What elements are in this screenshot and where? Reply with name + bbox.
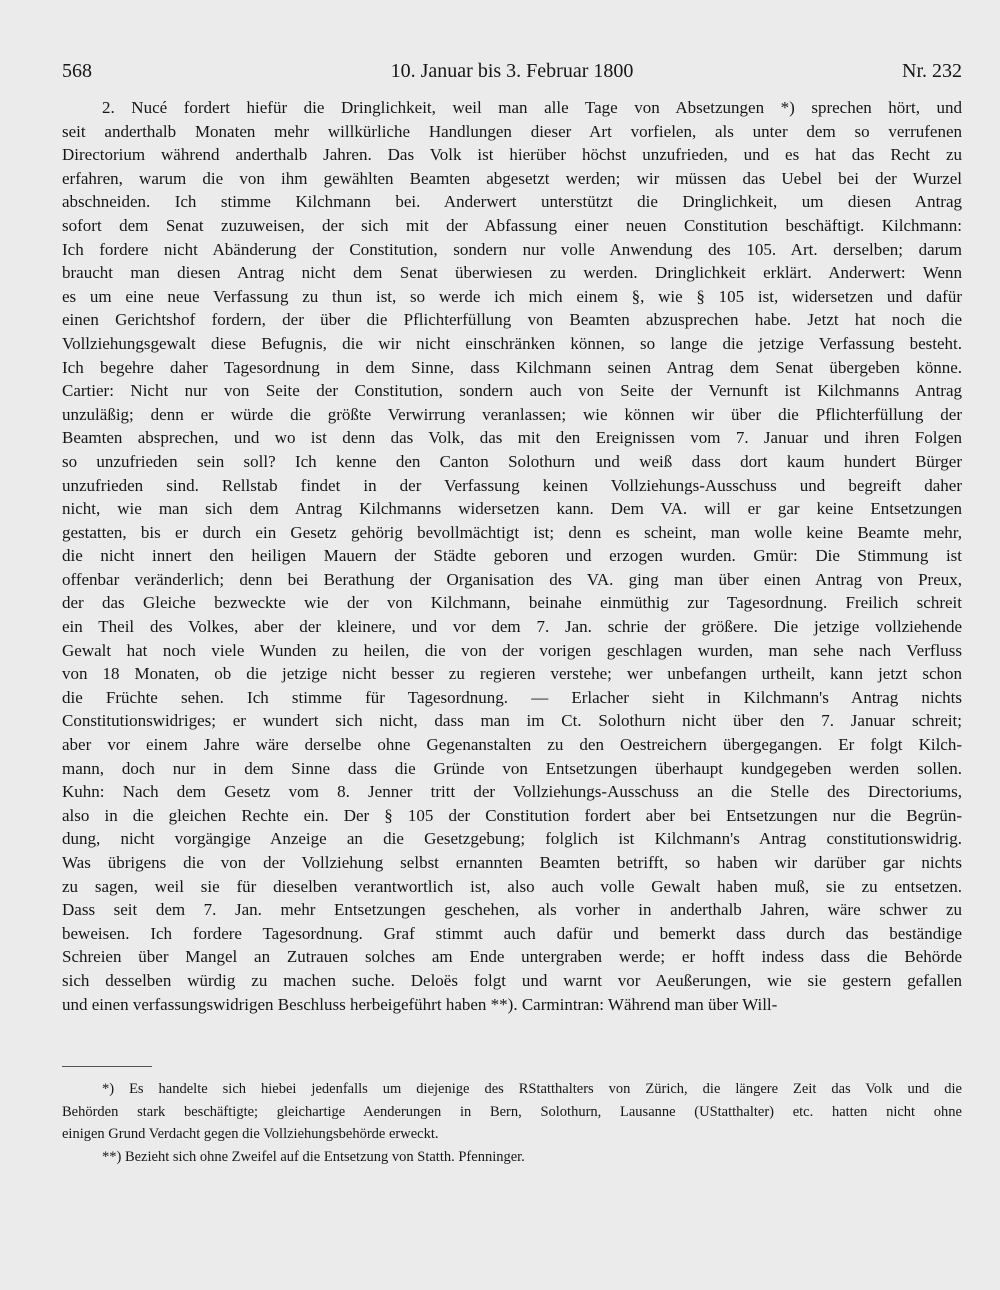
text-line: erfahren, warum die von ihm gewählten Beamten abgesetzt werden; wir müssen das Uebel bei der Wurzel bbox=[62, 168, 962, 188]
text-line: braucht man diesen Antrag nicht dem Senat überwiesen zu werden. Dringlichkeit erklärt. Anderwert: Wenn bbox=[62, 263, 962, 283]
text-line: offenbar veränderlich; denn bei Berathung der Organisation des VA. ging man über einen Antrag von Preux, bbox=[62, 569, 962, 589]
text-line: einen Gerichtshof fordern, der über die Pflichterfüllung von Beamten abzusprechen habe. Jetzt hat noch die bbox=[62, 310, 962, 330]
text-line: unzufrieden sind. Rellstab findet in der Verfassung keinen Vollziehungs-Ausschuss und begreift daher bbox=[62, 475, 962, 495]
running-title: 10. Januar bis 3. Februar 1800 bbox=[390, 60, 634, 82]
text-line: also in die gleichen Rechte ein. Der § 105 der Constitution fordert aber bei Entsetzungen nur die Begrün- bbox=[62, 805, 962, 825]
page-number: 568 bbox=[62, 60, 92, 82]
text-line: Beamten absprechen, und wo ist denn das Volk, das mit den Ereignissen vom 7. Januar und ihren Folgen bbox=[62, 428, 962, 448]
body-text bbox=[62, 96, 962, 1016]
text-line: dung, nicht vorgängige Anzeige an die Gesetzgebung; folglich ist Kilchmann's Antrag constitutionswidrig. bbox=[62, 829, 962, 849]
text-line: aber vor einem Jahre wäre derselbe ohne Gegenanstalten zu den Oestreichern übergegangen. Er folgt Kilch- bbox=[62, 735, 962, 755]
text-line: 2. Nucé fordert hiefür die Dringlichkeit, weil man alle Tage von Absetzungen *) sprechen hört, und bbox=[102, 98, 962, 117]
text-line: nicht, wie man sich dem Antrag Kilchmanns widersetzen kann. Dem VA. will er gar keine Entsetzungen bbox=[62, 499, 962, 519]
text-line: mann, doch nur in dem Sinne dass die Gründe von Entsetzungen überhaupt kundgegeben werden sollen. bbox=[62, 758, 962, 778]
footnote-line: **) Bezieht sich ohne Zweifel auf die Entsetzung von Statth. Pfenninger. bbox=[102, 1148, 525, 1165]
text-line: beweisen. Ich fordere Tagesordnung. Graf stimmt auch dafür und bemerkt dass durch das beständige bbox=[62, 923, 962, 943]
text-line: Was übrigens die von der Vollziehung selbst ernannten Beamten betrifft, so haben wir darüber gar nichts bbox=[62, 853, 962, 872]
text-line: gestatten, bis er durch ein Gesetz gehörig bevollmächtigt ist; denn es scheint, man wolle keine Beamte mehr, bbox=[62, 522, 962, 542]
text-line: es um eine neue Verfassung zu thun ist, so werde ich mich einem §, wie § 105 ist, widersetzen und dafür bbox=[62, 286, 962, 306]
text-line: so unzufrieden sein soll? Ich kenne den Canton Solothurn und weiß dass dort kaum hundert Bürger bbox=[62, 451, 962, 471]
text-line: Ich fordere nicht Abänderung der Constitution, sondern nur volle Anwendung des 105. Art. derselben; darum bbox=[62, 239, 962, 259]
text-line: zu sagen, weil sie für dieselben verantwortlich ist, also auch volle Gewalt haben muß, sie zu entsetzen. bbox=[62, 876, 962, 896]
text-line: Vollziehungsgewalt diese Befugnis, die wir nicht einschränken können, so lange die jetzige Verfassung besteht. bbox=[62, 333, 962, 353]
text-line: Kuhn: Nach dem Gesetz vom 8. Jenner tritt der Vollziehungs-Ausschuss an die Stelle des Directoriums, bbox=[62, 782, 962, 802]
text-line: Gewalt hat noch viele Wunden zu heilen, die von der vorigen geschlagen wurden, man sehe nach Verfluss bbox=[62, 640, 962, 660]
text-line: von 18 Monaten, ob die jetzige nicht besser zu regieren verstehe; wer unbefangen urtheilt, kann jetzt schon bbox=[62, 664, 962, 684]
text-line: sofort dem Senat zuzuweisen, der sich mit der Abfassung einer neuen Constitution beschäftigt. Kilchmann: bbox=[62, 215, 962, 235]
footnote-line: Behörden stark beschäftigte; gleichartige Aenderungen in Bern, Solothurn, Lausanne (UStatthalter) etc. hatten nicht ohne bbox=[62, 1103, 962, 1120]
running-header bbox=[62, 60, 962, 90]
footnotes bbox=[62, 1078, 962, 1168]
footnote-separator bbox=[62, 1066, 152, 1067]
text-line: die nicht innert den heiligen Mauern der Städte geboren und erzogen wurden. Gmür: Die Stimmung ist bbox=[62, 546, 962, 566]
text-line: unzuläßig; denn er würde die größte Verwirrung veranlassen; wie können wir über die Pflichterfüllung der bbox=[62, 404, 962, 424]
footnote-line: einigen Grund Verdacht gegen die Vollziehungsbehörde erweckt. bbox=[62, 1126, 439, 1142]
text-line: Dass seit dem 7. Jan. mehr Entsetzungen geschehen, als vorher in anderthalb Jahren, wäre schwer zu bbox=[62, 900, 962, 920]
text-line: Ich begehre daher Tagesordnung in dem Sinne, dass Kilchmann seinen Antrag dem Senat übergeben könne. bbox=[62, 357, 962, 377]
text-line: und einen verfassungswidrigen Beschluss herbeigeführt haben **). Carmintran: Während man über Will- bbox=[62, 994, 778, 1014]
text-line: sich desselben würdig zu machen suche. Deloës folgt und warnt vor Aeußerungen, wie sie gestern gefallen bbox=[62, 970, 962, 990]
document-number: Nr. 232 bbox=[902, 60, 962, 82]
text-line: seit anderthalb Monaten mehr willkürliche Handlungen dieser Art vorfielen, als unter dem so verrufenen bbox=[62, 121, 962, 141]
text-line: Cartier: Nicht nur von Seite der Constitution, sondern auch von Seite der Vernunft ist Kilchmanns Antrag bbox=[62, 381, 962, 401]
text-line: Constitutionswidriges; er wundert sich nicht, dass man im Ct. Solothurn nicht über den 7. Januar schreit; bbox=[62, 711, 962, 731]
text-line: Schreien über Mangel an Zutrauen solches am Ende untergraben werde; er hofft indess dass die Behörde bbox=[62, 947, 962, 967]
text-line: der das Gleiche bezweckte wie der von Kilchmann, beinahe einmüthig zur Tagesordnung. Freilich schreit bbox=[62, 593, 962, 613]
text-line: Directorium während anderthalb Jahren. Das Volk ist hierüber höchst unzufrieden, und es hat das Recht zu bbox=[62, 145, 962, 165]
text-line: ein Theil des Volkes, aber der kleinere, und vor dem 7. Jan. schrie der größere. Die jetzige vollziehende bbox=[62, 617, 962, 637]
text-line: die Früchte sehen. Ich stimme für Tagesordnung. — Erlacher sieht in Kilchmann's Antrag nichts bbox=[62, 687, 962, 707]
footnote-line: *) Es handelte sich hiebei jedenfalls um diejenige des RStatthalters von Zürich, die längere Zeit das Volk und die bbox=[102, 1081, 962, 1097]
text-line: abschneiden. Ich stimme Kilchmann bei. Anderwert unterstützt die Dringlichkeit, um diesen Antrag bbox=[62, 192, 962, 212]
